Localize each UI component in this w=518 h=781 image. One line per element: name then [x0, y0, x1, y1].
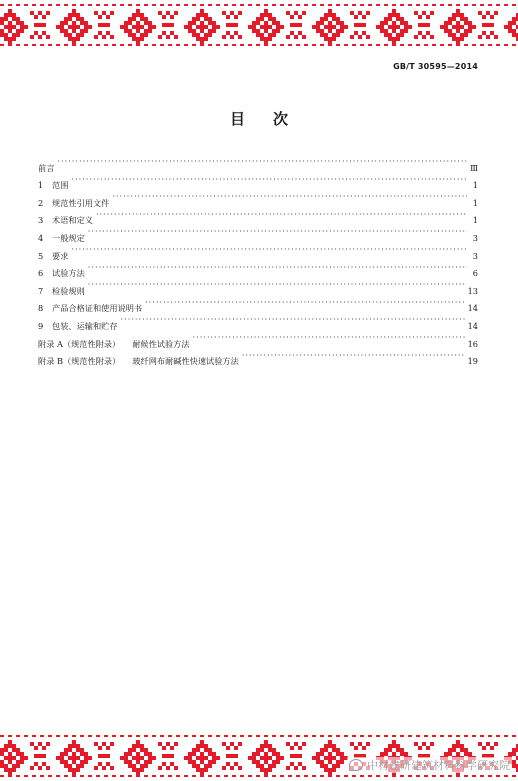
- toc-entry-4[interactable]: [38, 223, 478, 241]
- toc-page: 6: [472, 268, 478, 279]
- toc-page: Ⅲ: [470, 162, 478, 173]
- toc-label: 玻纤网布耐碱性快速试验方法: [132, 356, 239, 367]
- bottom-decorative-border: [0, 731, 518, 781]
- ornament-pattern-icon: [0, 0, 518, 50]
- toc-number: 9: [38, 320, 44, 331]
- dot-leader: [193, 329, 465, 347]
- annex-prefix: 附录 B（规范性附录）: [38, 356, 121, 367]
- toc-page: 1: [472, 197, 478, 208]
- toc-entry-5[interactable]: [38, 241, 478, 259]
- toc-page: 14: [467, 320, 478, 331]
- standard-code: GB/T 30595—2014: [393, 62, 478, 71]
- toc-label: 检验规则: [52, 285, 85, 296]
- toc-label: 要求: [52, 250, 69, 261]
- toc-label: 术语和定义: [52, 215, 93, 226]
- wechat-icon: [349, 759, 363, 771]
- toc-number: 8: [38, 303, 44, 314]
- toc-page: 1: [472, 180, 478, 191]
- top-decorative-border: [0, 0, 518, 50]
- toc-label: 规范性引用文件: [52, 197, 110, 208]
- toc-entry-1[interactable]: [38, 171, 478, 189]
- toc-entry-6[interactable]: [38, 259, 478, 277]
- ornament-pattern-icon: [0, 731, 518, 781]
- page-title: 目次: [229, 110, 316, 128]
- toc-page: 13: [467, 285, 478, 296]
- toc-label: 试验方法: [52, 268, 85, 279]
- toc-label: 产品合格证和使用说明书: [52, 303, 143, 314]
- annex-prefix: 附录 A（规范性附录）: [38, 338, 121, 349]
- dot-leader: [96, 206, 467, 224]
- toc-page: 3: [472, 250, 478, 261]
- toc-label: 一般规定: [52, 232, 85, 243]
- toc-page: 3: [472, 232, 478, 243]
- toc-number: 2: [38, 197, 44, 208]
- toc-label: 包装、运输和贮存: [52, 320, 118, 331]
- toc-page: 1: [472, 215, 478, 226]
- dot-leader: [88, 276, 465, 294]
- watermark: [347, 757, 512, 773]
- watermark-text: 中材建研建筑材料科学研究院: [367, 759, 510, 772]
- toc-number: 4: [38, 232, 44, 243]
- toc-entry-7[interactable]: [38, 276, 478, 294]
- toc-page: 14: [467, 303, 478, 314]
- toc-label: 前言: [38, 162, 55, 173]
- toc-label: 耐候性试验方法: [132, 338, 190, 349]
- dot-leader: [88, 223, 467, 241]
- table-of-contents: [38, 153, 478, 367]
- toc-number: 6: [38, 268, 44, 279]
- toc-page: 19: [467, 356, 478, 367]
- toc-entry-3[interactable]: [38, 206, 478, 224]
- dot-leader: [71, 171, 467, 189]
- toc-page: 16: [467, 338, 478, 349]
- dot-leader: [145, 294, 465, 312]
- dot-leader: [71, 241, 467, 259]
- dot-leader: [88, 259, 467, 277]
- toc-number: 1: [38, 180, 44, 191]
- dot-leader: [242, 347, 465, 365]
- toc-entry-foreword[interactable]: [38, 153, 478, 171]
- toc-entry-2[interactable]: [38, 188, 478, 206]
- dot-leader: [57, 153, 467, 171]
- toc-label: 范围: [52, 180, 69, 191]
- dot-leader: [121, 311, 465, 329]
- toc-number: 5: [38, 250, 44, 261]
- dot-leader: [112, 188, 467, 206]
- toc-number: 7: [38, 285, 44, 296]
- toc-entry-8[interactable]: [38, 294, 478, 312]
- toc-number: 3: [38, 215, 44, 226]
